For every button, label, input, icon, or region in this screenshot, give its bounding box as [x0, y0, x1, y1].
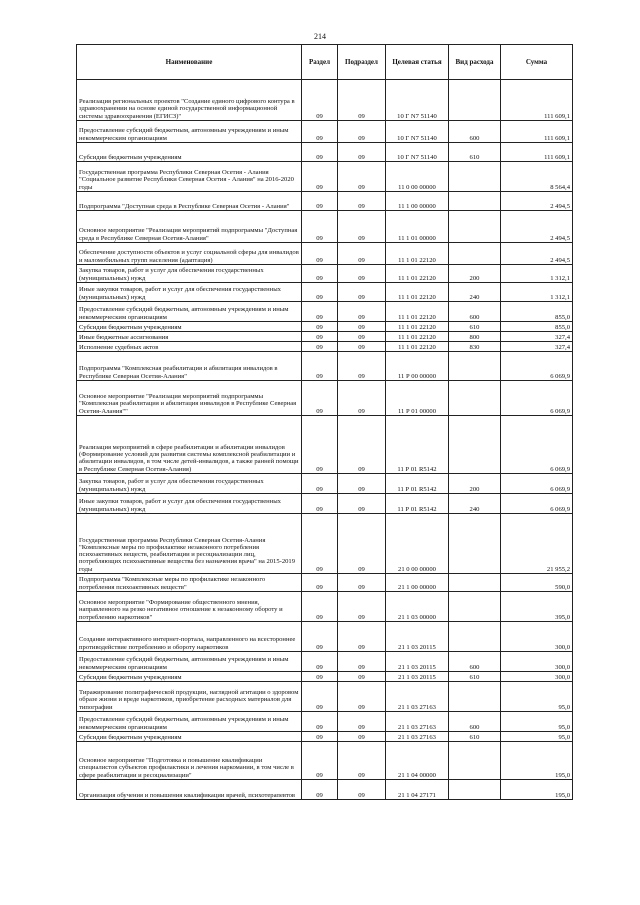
- cell-subsection: 09: [338, 302, 386, 322]
- cell-sum: 395,0: [501, 592, 573, 622]
- cell-subsection: 09: [338, 143, 386, 162]
- cell-expense-type: [449, 592, 501, 622]
- cell-sum: 111 609,1: [501, 143, 573, 162]
- cell-name: Субсидии бюджетным учреждениям: [77, 143, 302, 162]
- cell-name: Иные закупки товаров, работ и услуг для обеспечения государственных (муниципальных) нужд: [77, 283, 302, 302]
- cell-target: 11 1 01 22120: [386, 283, 449, 302]
- cell-target: 21 1 03 20115: [386, 652, 449, 672]
- cell-section: 09: [302, 622, 338, 652]
- cell-sum: 1 312,1: [501, 265, 573, 283]
- cell-sum: 327,4: [501, 332, 573, 342]
- cell-subsection: 09: [338, 652, 386, 672]
- cell-name: Иные закупки товаров, работ и услуг для обеспечения государственных (муниципальных) нужд: [77, 494, 302, 514]
- cell-expense-type: 610: [449, 143, 501, 162]
- cell-expense-type: 800: [449, 332, 501, 342]
- cell-target: 10 Г N7 51140: [386, 80, 449, 121]
- table-row: [77, 80, 573, 121]
- table-row: [77, 574, 573, 592]
- cell-section: 09: [302, 342, 338, 352]
- cell-section: 09: [302, 742, 338, 780]
- cell-name: Организация обучения и повышения квалификации врачей, психотерапевтов: [77, 780, 302, 800]
- cell-sum: 1 312,1: [501, 283, 573, 302]
- header-name: Наименование: [77, 45, 302, 80]
- cell-section: 09: [302, 192, 338, 211]
- cell-subsection: 09: [338, 162, 386, 192]
- table-row: [77, 672, 573, 682]
- cell-target: 11 1 01 22120: [386, 342, 449, 352]
- cell-name: Предоставление субсидий бюджетным, автономным учреждениям и иным некоммерческим организациям: [77, 712, 302, 732]
- cell-expense-type: 240: [449, 494, 501, 514]
- cell-name: Основное мероприятие "Реализация мероприятий подпрограммы "Доступная среда в Республике Северная Осетия-Алания": [77, 211, 302, 243]
- cell-target: 11 Р 00 00000: [386, 352, 449, 381]
- cell-expense-type: [449, 352, 501, 381]
- table-row: [77, 416, 573, 474]
- cell-section: 09: [302, 332, 338, 342]
- table-row: [77, 682, 573, 712]
- table-header-row: [77, 45, 573, 80]
- cell-target: 21 1 04 27171: [386, 780, 449, 800]
- table-row: [77, 780, 573, 800]
- page-number: 214: [314, 32, 326, 41]
- cell-sum: 95,0: [501, 732, 573, 742]
- cell-expense-type: 200: [449, 474, 501, 494]
- cell-section: 09: [302, 514, 338, 574]
- cell-subsection: 09: [338, 322, 386, 332]
- cell-target: 11 0 00 00000: [386, 162, 449, 192]
- cell-target: 11 1 01 22120: [386, 302, 449, 322]
- cell-section: 09: [302, 211, 338, 243]
- table-row: [77, 211, 573, 243]
- cell-target: 10 Г N7 51140: [386, 143, 449, 162]
- cell-target: 21 1 03 27163: [386, 682, 449, 712]
- cell-expense-type: [449, 780, 501, 800]
- cell-subsection: 09: [338, 474, 386, 494]
- cell-subsection: 09: [338, 514, 386, 574]
- cell-sum: 300,0: [501, 622, 573, 652]
- cell-section: 09: [302, 121, 338, 143]
- cell-name: Реализация мероприятий в сфере реабилитации и абилитации инвалидов (Формирование условий для развития системы комплексной реабилитации и абилитации инвалидов, в том числе детей-инвалидов, а также ранней помощи в Республике Северная Осетия-Алания): [77, 416, 302, 474]
- cell-target: 11 Р 01 R5142: [386, 494, 449, 514]
- cell-expense-type: 600: [449, 712, 501, 732]
- cell-subsection: 09: [338, 592, 386, 622]
- table-row: [77, 514, 573, 574]
- cell-name: Субсидии бюджетным учреждениям: [77, 732, 302, 742]
- cell-target: 11 1 01 22120: [386, 332, 449, 342]
- table-row: [77, 332, 573, 342]
- cell-expense-type: 610: [449, 732, 501, 742]
- cell-subsection: 09: [338, 672, 386, 682]
- cell-target: 11 1 01 00000: [386, 211, 449, 243]
- cell-name: Субсидии бюджетным учреждениям: [77, 672, 302, 682]
- cell-sum: 6 069,9: [501, 381, 573, 416]
- cell-sum: 855,0: [501, 322, 573, 332]
- cell-subsection: 09: [338, 622, 386, 652]
- cell-sum: 327,4: [501, 342, 573, 352]
- header-section: Раздел: [302, 45, 338, 80]
- table-row: [77, 121, 573, 143]
- cell-name: Государственная программа Республики Северная Осетия-Алания "Комплексные меры по профилактике незаконного потребления психоактивных веществ, реабилитации и ресоциализации лиц, потребляющих психоактивные вещества без назначения врача" на 2015-2019 годы: [77, 514, 302, 574]
- cell-section: 09: [302, 732, 338, 742]
- cell-target: 11 1 00 00000: [386, 192, 449, 211]
- cell-expense-type: [449, 381, 501, 416]
- cell-section: 09: [302, 243, 338, 265]
- cell-sum: 590,0: [501, 574, 573, 592]
- cell-sum: 6 069,9: [501, 494, 573, 514]
- cell-target: 21 1 03 27163: [386, 712, 449, 732]
- cell-sum: 300,0: [501, 652, 573, 672]
- cell-expense-type: 600: [449, 302, 501, 322]
- cell-name: Предоставление субсидий бюджетным, автономным учреждениям и иным некоммерческим организациям: [77, 302, 302, 322]
- cell-sum: 95,0: [501, 682, 573, 712]
- cell-section: 09: [302, 672, 338, 682]
- table-row: [77, 162, 573, 192]
- table-row: [77, 143, 573, 162]
- cell-section: 09: [302, 416, 338, 474]
- table-row: [77, 652, 573, 672]
- cell-name: Реализация региональных проектов "Создание единого цифрового контура в здравоохранении на основе единой государственной информационной системы здравоохранения (ЕГИСЗ)": [77, 80, 302, 121]
- cell-section: 09: [302, 352, 338, 381]
- cell-subsection: 09: [338, 416, 386, 474]
- cell-sum: 855,0: [501, 302, 573, 322]
- table-row: [77, 494, 573, 514]
- cell-target: 11 1 01 22120: [386, 322, 449, 332]
- cell-target: 11 Р 01 00000: [386, 381, 449, 416]
- budget-table: [76, 44, 573, 800]
- cell-expense-type: [449, 211, 501, 243]
- table-row: [77, 352, 573, 381]
- cell-name: Иные бюджетные ассигнования: [77, 332, 302, 342]
- table-row: [77, 381, 573, 416]
- cell-section: 09: [302, 322, 338, 332]
- table-row: [77, 742, 573, 780]
- cell-subsection: 09: [338, 682, 386, 712]
- cell-expense-type: [449, 742, 501, 780]
- cell-subsection: 09: [338, 265, 386, 283]
- cell-subsection: 09: [338, 243, 386, 265]
- cell-expense-type: [449, 243, 501, 265]
- cell-target: 21 0 00 00000: [386, 514, 449, 574]
- cell-name: Исполнение судебных актов: [77, 342, 302, 352]
- cell-subsection: 09: [338, 742, 386, 780]
- cell-target: 21 1 00 00000: [386, 574, 449, 592]
- cell-name: Предоставление субсидий бюджетным, автономным учреждениям и иным некоммерческим организациям: [77, 652, 302, 672]
- cell-expense-type: [449, 682, 501, 712]
- cell-subsection: 09: [338, 121, 386, 143]
- table-row: [77, 265, 573, 283]
- cell-target: 21 1 03 20115: [386, 672, 449, 682]
- table-row: [77, 732, 573, 742]
- header-subsection: Подраздел: [338, 45, 386, 80]
- cell-target: 11 1 01 22120: [386, 265, 449, 283]
- cell-target: 21 1 03 20115: [386, 622, 449, 652]
- table-row: [77, 322, 573, 332]
- cell-section: 09: [302, 162, 338, 192]
- table-row: [77, 342, 573, 352]
- cell-expense-type: [449, 574, 501, 592]
- cell-subsection: 09: [338, 211, 386, 243]
- cell-sum: 8 564,4: [501, 162, 573, 192]
- cell-sum: 195,0: [501, 742, 573, 780]
- table-row: [77, 283, 573, 302]
- cell-expense-type: [449, 80, 501, 121]
- cell-target: 21 1 04 00000: [386, 742, 449, 780]
- cell-target: 11 1 01 22120: [386, 243, 449, 265]
- table-row: [77, 192, 573, 211]
- cell-subsection: 09: [338, 494, 386, 514]
- cell-name: Субсидии бюджетным учреждениям: [77, 322, 302, 332]
- cell-subsection: 09: [338, 332, 386, 342]
- cell-subsection: 09: [338, 574, 386, 592]
- cell-expense-type: 610: [449, 672, 501, 682]
- cell-name: Основное мероприятие "Подготовка и повышение квалификации специалистов субъектов профилактики и лечения наркомании, в том числе в сфере реабилитации и ресоциализации": [77, 742, 302, 780]
- table-row: [77, 302, 573, 322]
- cell-name: Основное мероприятие "Формирование общественного мнения, направленного на резко негативное отношение к незаконному обороту и потреблению наркотиков": [77, 592, 302, 622]
- cell-sum: 195,0: [501, 780, 573, 800]
- cell-target: 10 Г N7 51140: [386, 121, 449, 143]
- cell-name: Создание интерактивного интернет-портала, направленного на всестороннее противодействие потреблению и обороту наркотиков: [77, 622, 302, 652]
- cell-expense-type: [449, 622, 501, 652]
- cell-expense-type: 600: [449, 121, 501, 143]
- cell-subsection: 09: [338, 780, 386, 800]
- cell-name: Подпрограмма "Доступная среда в Республике Северная Осетия - Алания": [77, 192, 302, 211]
- cell-subsection: 09: [338, 352, 386, 381]
- cell-section: 09: [302, 494, 338, 514]
- table-row: [77, 243, 573, 265]
- cell-section: 09: [302, 474, 338, 494]
- cell-sum: 6 069,9: [501, 474, 573, 494]
- cell-section: 09: [302, 283, 338, 302]
- cell-expense-type: [449, 416, 501, 474]
- cell-sum: 2 494,5: [501, 211, 573, 243]
- cell-section: 09: [302, 80, 338, 121]
- cell-expense-type: [449, 192, 501, 211]
- table-row: [77, 712, 573, 732]
- cell-subsection: 09: [338, 381, 386, 416]
- cell-section: 09: [302, 302, 338, 322]
- cell-sum: 95,0: [501, 712, 573, 732]
- cell-expense-type: 200: [449, 265, 501, 283]
- cell-sum: 111 609,1: [501, 80, 573, 121]
- cell-sum: 21 955,2: [501, 514, 573, 574]
- cell-section: 09: [302, 682, 338, 712]
- cell-target: 21 1 03 27163: [386, 732, 449, 742]
- cell-section: 09: [302, 143, 338, 162]
- cell-expense-type: 610: [449, 322, 501, 332]
- cell-expense-type: 600: [449, 652, 501, 672]
- cell-expense-type: [449, 162, 501, 192]
- cell-subsection: 09: [338, 283, 386, 302]
- cell-section: 09: [302, 265, 338, 283]
- cell-target: 21 1 03 00000: [386, 592, 449, 622]
- header-expense-type: Вид расхода: [449, 45, 501, 80]
- cell-section: 09: [302, 574, 338, 592]
- cell-section: 09: [302, 652, 338, 672]
- cell-target: 11 Р 01 R5142: [386, 474, 449, 494]
- cell-name: Подпрограмма "Комплексные меры по профилактике незаконного потребления психоактивных веществ": [77, 574, 302, 592]
- cell-sum: 6 069,9: [501, 352, 573, 381]
- cell-name: Основное мероприятие "Реализация мероприятий подпрограммы "Комплексная реабилитация и абилитация инвалидов в Республике Северная Осетия-Алания"": [77, 381, 302, 416]
- cell-subsection: 09: [338, 712, 386, 732]
- cell-section: 09: [302, 712, 338, 732]
- cell-subsection: 09: [338, 192, 386, 211]
- cell-sum: 2 494,5: [501, 192, 573, 211]
- cell-section: 09: [302, 381, 338, 416]
- table-row: [77, 622, 573, 652]
- header-sum: Сумма: [501, 45, 573, 80]
- cell-name: Государственная программа Республики Северная Осетия - Алания "Социальное развитие Республики Северная Осетия - Алания" на 2016-2020 годы: [77, 162, 302, 192]
- cell-sum: 111 609,1: [501, 121, 573, 143]
- cell-sum: 6 069,9: [501, 416, 573, 474]
- cell-expense-type: 830: [449, 342, 501, 352]
- cell-name: Обеспечение доступности объектов и услуг социальной сферы для инвалидов и маломобильных групп населения (адаптация): [77, 243, 302, 265]
- table-row: [77, 592, 573, 622]
- header-target: Целевая статья: [386, 45, 449, 80]
- cell-section: 09: [302, 592, 338, 622]
- cell-subsection: 09: [338, 732, 386, 742]
- cell-subsection: 09: [338, 342, 386, 352]
- cell-section: 09: [302, 780, 338, 800]
- table-row: [77, 474, 573, 494]
- cell-name: Тиражирование полиграфической продукции, наглядной агитации о здоровом образе жизни и вреде наркотиков, приобретение расходных материалов для типографии: [77, 682, 302, 712]
- cell-name: Предоставление субсидий бюджетным, автономным учреждениям и иным некоммерческим организациям: [77, 121, 302, 143]
- cell-name: Подпрограмма "Комплексная реабилитация и абилитация инвалидов в Республике Северная Осетия-Алания": [77, 352, 302, 381]
- cell-name: Закупка товаров, работ и услуг для обеспечения государственных (муниципальных) нужд: [77, 265, 302, 283]
- cell-target: 11 Р 01 R5142: [386, 416, 449, 474]
- cell-sum: 300,0: [501, 672, 573, 682]
- cell-expense-type: [449, 514, 501, 574]
- cell-expense-type: 240: [449, 283, 501, 302]
- cell-sum: 2 494,5: [501, 243, 573, 265]
- cell-name: Закупка товаров, работ и услуг для обеспечения государственных (муниципальных) нужд: [77, 474, 302, 494]
- cell-subsection: 09: [338, 80, 386, 121]
